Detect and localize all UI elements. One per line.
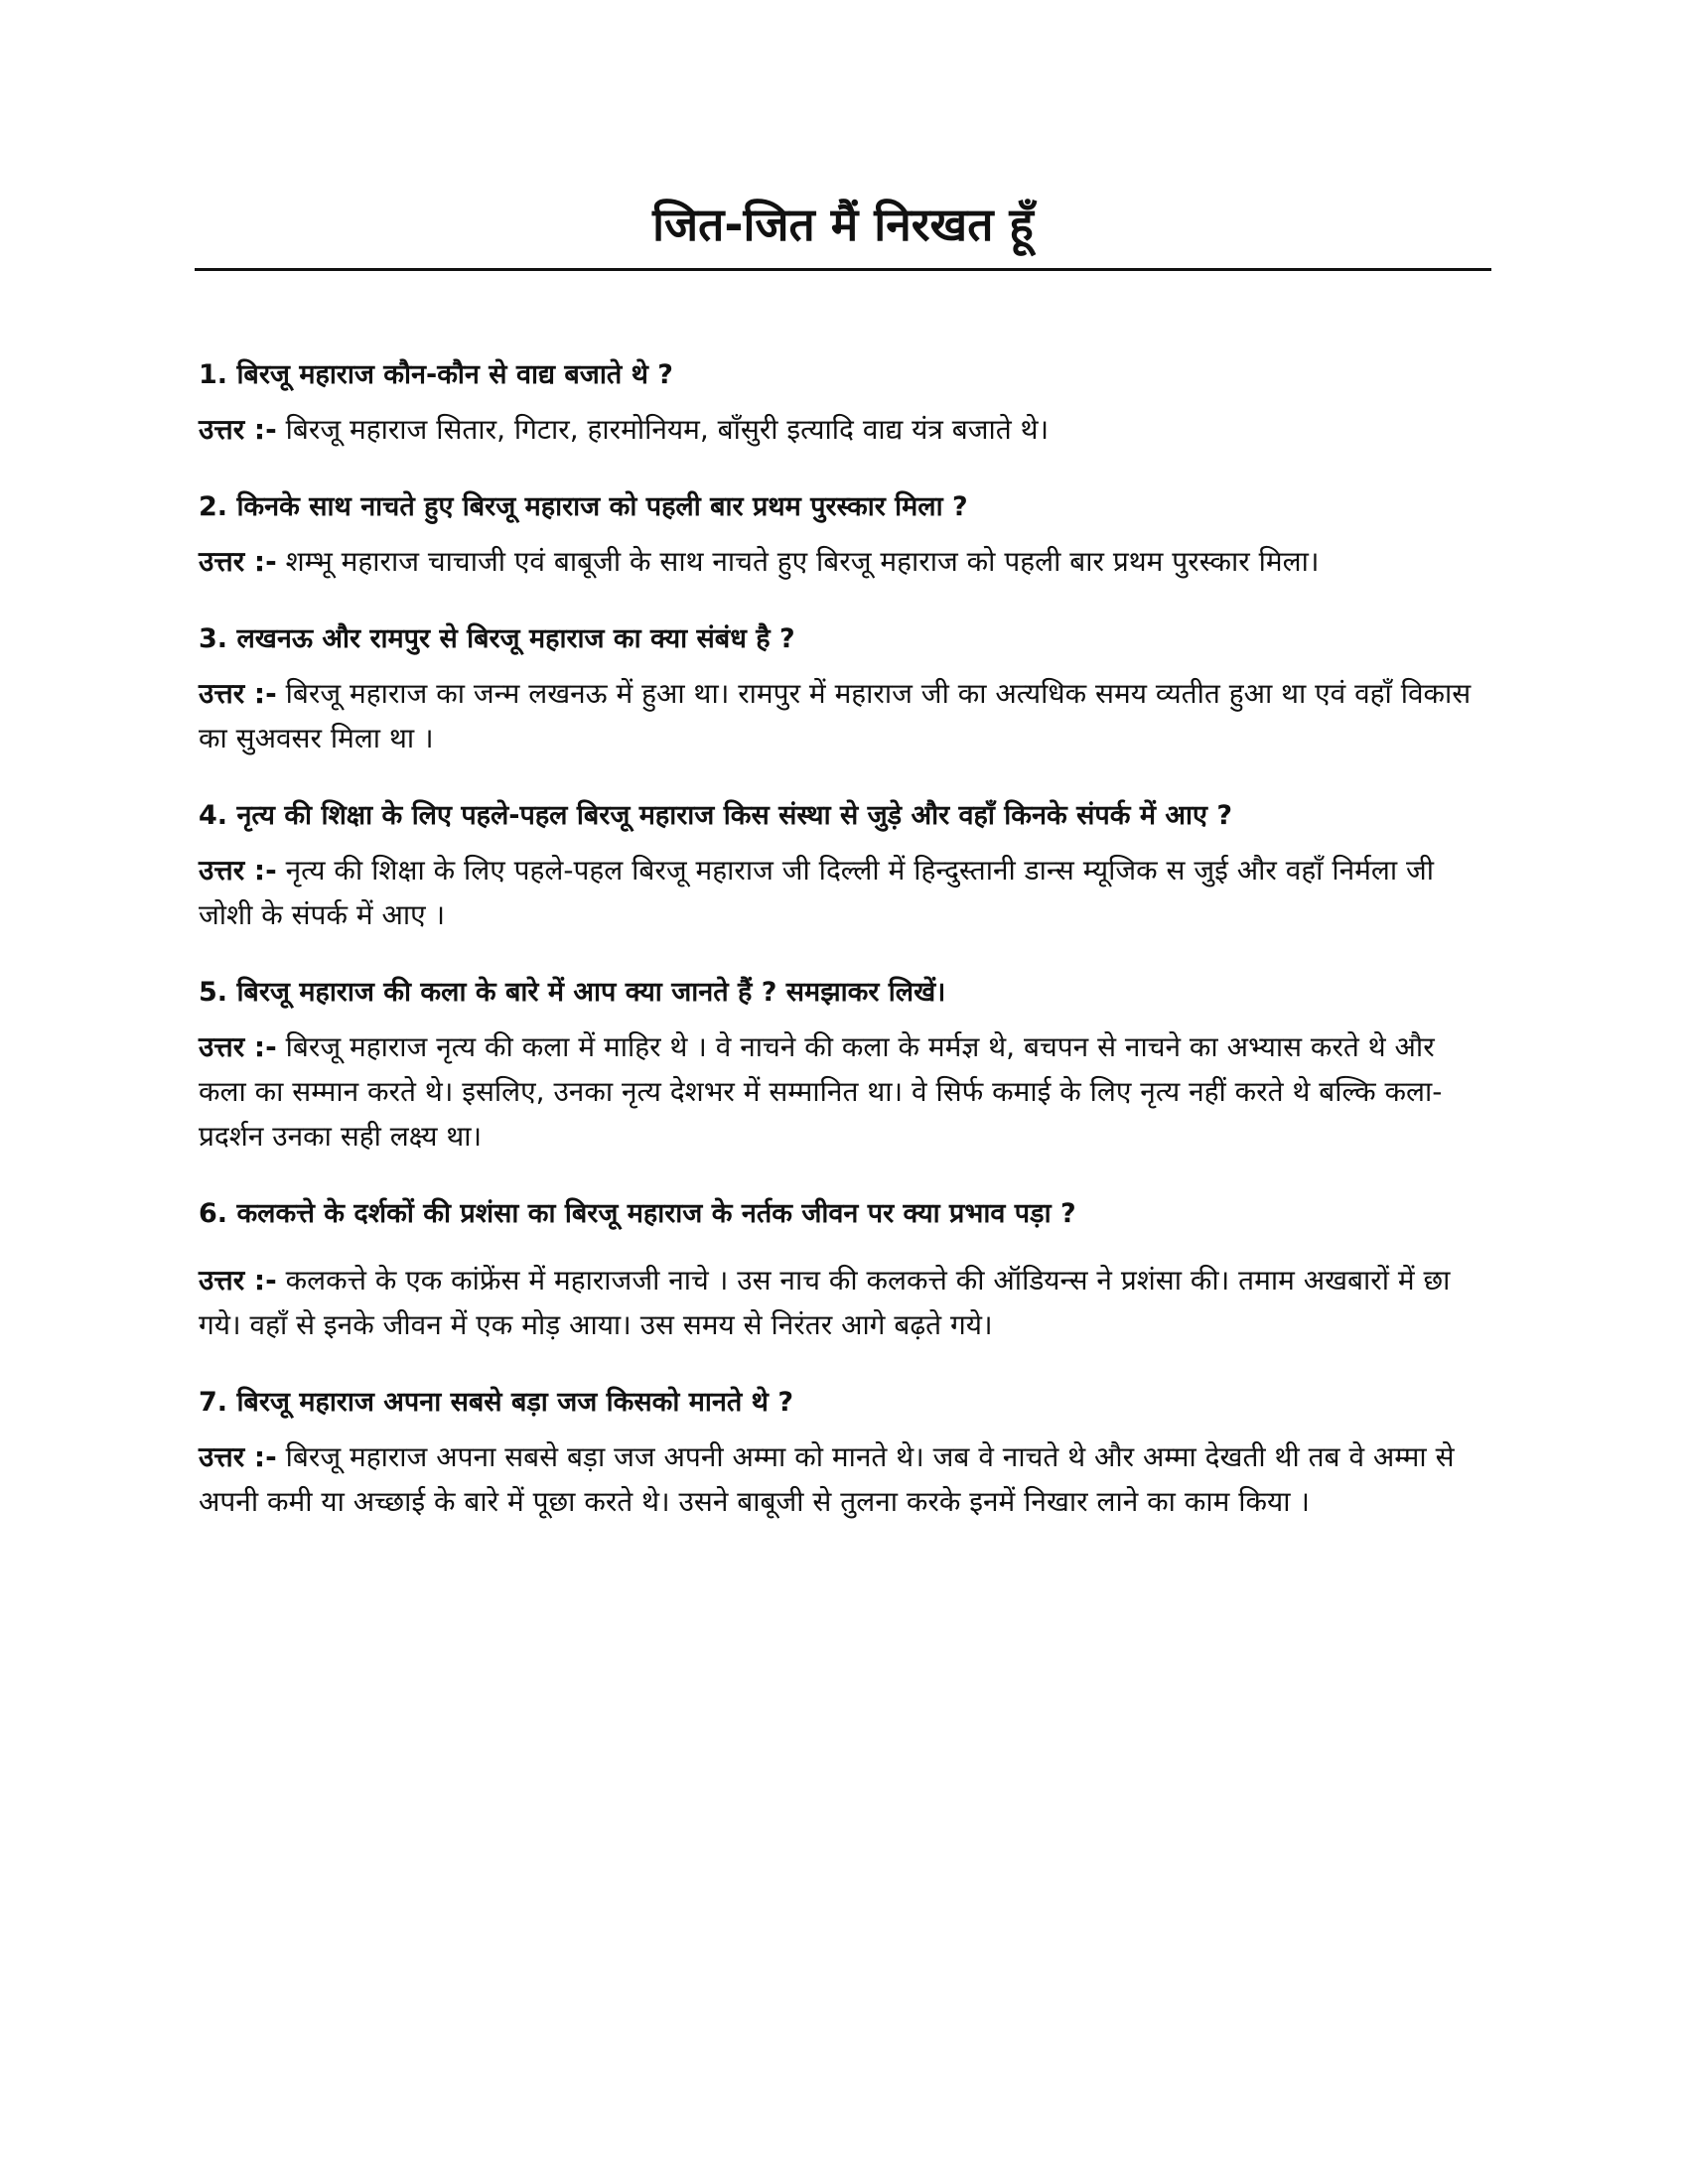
- question-2: 2. किनके साथ नाचते हुए बिरजू महाराज को पहली बार प्रथम पुरस्कार मिला ?: [199, 491, 968, 522]
- answer-7: [199, 1434, 1479, 1524]
- question-3: 3. लखनऊ और रामपुर से बिरजू महाराज का क्या संबंध है ?: [199, 623, 795, 654]
- page-title: जित-जित मैं निरखत हूँ: [652, 198, 1034, 251]
- answer-label: उत्तर :-: [199, 854, 277, 887]
- qa-item-6: [199, 1192, 1479, 1347]
- answer-label: उत्तर :-: [199, 1264, 277, 1297]
- question-5: 5. बिरजू महाराज की कला के बारे में आप क्या जानते हैं ? समझाकर लिखें।: [199, 977, 946, 1008]
- answer-text: बिरजू महाराज सितार, गिटार, हारमोनियम, बाँसुरी इत्यादि वाद्य यंत्र बजाते थे।: [285, 413, 1050, 446]
- answer-text: बिरजू महाराज अपना सबसे बड़ा जज अपनी अम्मा को मानते थे। जब वे नाचते थे और अम्मा देखती थी तब वे अम्मा से अपनी कमी या अच्छाई के बारे में पूछा करते थे। उसने बाबूजी से तुलना करके इनमें निखार लाने का काम किया ।: [199, 1440, 1455, 1518]
- answer-text: कलकत्ते के एक कांफ्रेंस में महाराजजी नाचे । उस नाच की कलकत्ते की ऑडियन्स ने प्रशंसा की। तमाम अखबारों में छा गये। वहाँ से इनके जीवन में एक मोड़ आया। उस समय से निरंतर आगे बढ़ते गये।: [199, 1264, 1451, 1341]
- answer-label: उत्तर :-: [199, 677, 277, 710]
- answer-3: [199, 671, 1479, 760]
- qa-list: [199, 353, 1479, 1558]
- question-7: 7. बिरजू महाराज अपना सबसे बड़ा जज किसको मानते थे ?: [199, 1387, 793, 1418]
- answer-label: उत्तर :-: [199, 1440, 277, 1473]
- qa-item-2: [199, 485, 1479, 584]
- question-1: 1. बिरजू महाराज कौन-कौन से वाद्य बजाते थे ?: [199, 359, 673, 390]
- answer-5: [199, 1024, 1479, 1159]
- qa-item-4: [199, 794, 1479, 937]
- question-4: 4. नृत्य की शिक्षा के लिए पहले-पहल बिरजू महाराज किस संस्था से जुड़े और वहाँ किनके संपर्क में आए ?: [199, 800, 1232, 831]
- answer-6: [199, 1258, 1479, 1347]
- answer-text: बिरजू महाराज नृत्य की कला में माहिर थे । वे नाचने की कला के मर्मज्ञ थे, बचपन से नाचने का अभ्यास करते थे और कला का सम्मान करते थे। इसलिए, उनका नृत्य देशभर में सम्मानित था। वे सिर्फ कमाई के लिए नृत्य नहीं करते थे बल्कि कला-प्रदर्शन उनका सही लक्ष्य था।: [199, 1030, 1443, 1153]
- qa-item-1: [199, 353, 1479, 452]
- answer-label: उत्तर :-: [199, 413, 277, 446]
- question-6: 6. कलकत्ते के दर्शकों की प्रशंसा का बिरजू महाराज के नर्तक जीवन पर क्या प्रभाव पड़ा ?: [199, 1198, 1076, 1229]
- answer-label: उत्तर :-: [199, 545, 277, 578]
- answer-label: उत्तर :-: [199, 1030, 277, 1063]
- answer-text: नृत्य की शिक्षा के लिए पहले-पहल बिरजू महाराज जी दिल्ली में हिन्दुस्तानी डान्स म्यूजिक स जुई और वहाँ निर्मला जी जोशी के संपर्क में आए ।: [199, 854, 1435, 931]
- qa-item-7: [199, 1381, 1479, 1524]
- title-divider: [195, 268, 1491, 271]
- answer-4: [199, 848, 1479, 937]
- answer-1: [199, 407, 1479, 452]
- answer-2: [199, 539, 1479, 584]
- answer-text: बिरजू महाराज का जन्म लखनऊ में हुआ था। रामपुर में महाराज जी का अत्यधिक समय व्यतीत हुआ था एवं वहाँ विकास का सुअवसर मिला था ।: [199, 677, 1472, 754]
- answer-text: शम्भू महाराज चाचाजी एवं बाबूजी के साथ नाचते हुए बिरजू महाराज को पहली बार प्रथम पुरस्कार मिला।: [285, 545, 1320, 578]
- qa-item-3: [199, 617, 1479, 760]
- qa-item-5: [199, 971, 1479, 1159]
